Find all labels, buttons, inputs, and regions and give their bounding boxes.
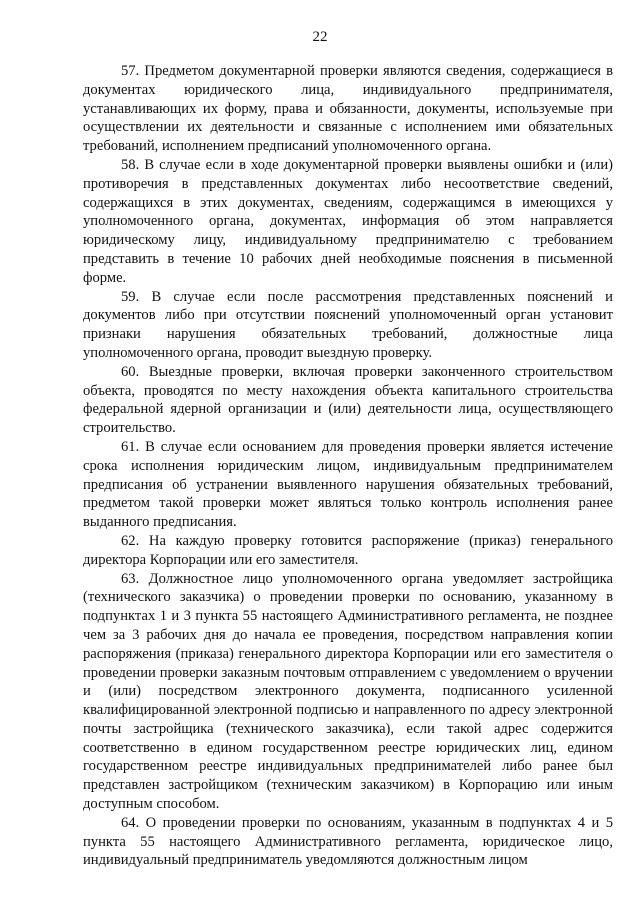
paragraph-61: 61. В случае если основанием для проведения проверки является истечение срока исполнения юридическим лицом, индивидуальным предпринимателем предписания об устранении выявленного нарушения обязательных требований, предметом такой проверки может являться только контроль исполнения ранее выданного предписания. [83, 438, 613, 531]
paragraph-62: 62. На каждую проверку готовится распоряжение (приказ) генерального директора Корпорации или его заместителя. [83, 532, 613, 568]
paragraph-57: 57. Предметом документарной проверки являются сведения, содержащиеся в документах юридического лица, индивидуального предпринимателя, устанавливающих их форму, права и обязанности, документы, используемые при осуществлении их деятельности и связанные с исполнением ими обязательных требований, исполнением предписаний уполномоченного органа. [83, 63, 613, 155]
paragraph-60: 60. Выездные проверки, включая проверки законченного строительством объекта, проводятся по месту нахождения объекта капитального строительства федеральной ядерной организации и (или) деятельности лица, осуществляющего строительство. [83, 363, 613, 437]
paragraph-64: 64. О проведении проверки по основаниям, указанным в подпунктах 4 и 5 пункта 55 настоящего Административного регламента, юридическое лицо, индивидуальный предприниматель уведомляются должностным лицом [83, 814, 613, 869]
paragraph-63: 63. Должностное лицо уполномоченного органа уведомляет застройщика (технического заказчика) о проведении проверки по основанию, указанному в подпунктах 1 и 3 пункта 55 настоящего Административного регламента, не позднее чем за 3 рабочих дня до начала ее проведения, посредством направления копии распоряжения (приказа) генерального директора Корпорации или его заместителя о проведении проверки заказным почтовым отправлением с уведомлением о вручении и (или) посредством электронного документа, подписанного усиленной квалифицированной электронной подписью и направленного по адресу электронной почты застройщика (технического заказчика), если такой адрес содержится соответственно в едином государственном реестре юридических лиц, едином государственном реестре индивидуальных предпринимателей либо ранее был представлен застройщиком (техническим заказчиком) в Корпорацию или иным доступным способом. [83, 570, 613, 813]
document-body [83, 62, 613, 870]
page-number: 22 [312, 29, 328, 45]
paragraph-58: 58. В случае если в ходе документарной проверки выявлены ошибки и (или) противоречия в представленных документах либо несоответствие сведений, содержащихся в этих документах, сведениям, содержащимся в имеющихся у уполномоченного органа, документах, информация об этом направляется юридическому лицу, индивидуальному предпринимателю с требованием представить в течение 10 рабочих дней необходимые пояснения в письменной форме. [83, 156, 613, 286]
paragraph-59: 59. В случае если после рассмотрения представленных пояснений и документов либо при отсутствии пояснений уполномоченный орган установит признаки нарушения обязательных требований, должностные лица уполномоченного органа, проводит выездную проверку. [83, 288, 613, 361]
